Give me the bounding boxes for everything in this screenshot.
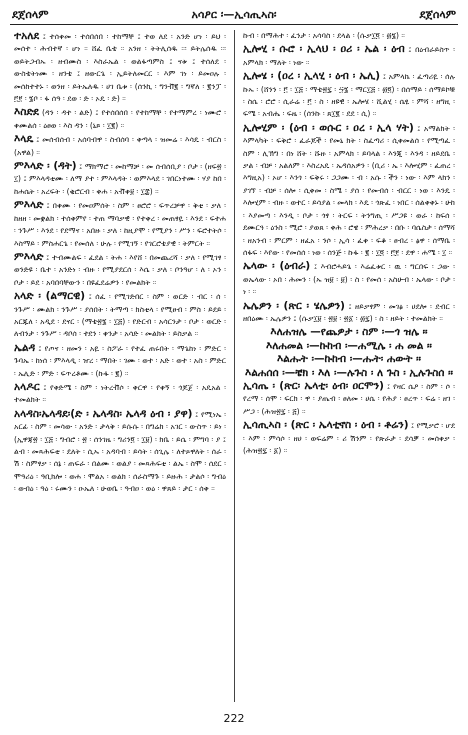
dictionary-entry (14, 106, 226, 132)
page-number: 222 (223, 712, 245, 725)
entry-definition: ፤ መሰብሰብ ፡ አሰባብዋ ፡ ስብሰባ ፡ ቀጣላ ፡ ዝመሬ ፡ እሳዴ ፡ ብርስ ፡ (አዋል) ። (14, 135, 226, 157)
entry-definition: (ዳን ፡ ዳተ ፡ ልድ) ፤ የተሰበሰበ ፡ የተከማቸ ፡ የተማምረ ፡ ነሙሮ ፡ ቀሙልሰ ፡ ዕፀወ ፡ እስ ዳን ፡ (ኒጾ ፡ ፲፪) ። (14, 108, 226, 130)
left-column (14, 30, 226, 700)
entry-headword: ተአለደ (14, 30, 40, 42)
dictionary-crossref: እልሐሰሰ ፡—ቼክ ፡ እለ ፡—ሉጉስ ፡ ለ ጉስ ፡ ኢሉጉስሰ ። (245, 366, 453, 379)
dictionary-entry (243, 43, 455, 69)
entry-headword: ኢሎሄ ፡ (ዐረ ፡ ኢላሂ ፡ ዕብ ፡ ኤሊ) (243, 70, 381, 83)
dictionary-entry (14, 199, 226, 250)
entry-definition: ፤ በዕብራይስጥ ፡ አምላክ ፡ ማለት ፡ ነው ። (243, 45, 455, 67)
entry-headword: አላዶር (14, 380, 40, 393)
entry-definition: ፤ ተብሙልፍ ፡ ፈደል ፡ ትሐ ፡ እየሸ ፡ በመጨረሻ ፡ ቃለ ፡ የሚገፃ ፡ ወንድዩ ፡ ቤተ ፡ አንድነ ፡ ብዙ ፡ የሚያደርሰ ፡ እሴ ፡ ቃለ ፡ ቦንዓሆ ፡ ለ ፡ ኦን ፡ ቦታ ፡ ይደ ፡ አባበባቸውን ፡ በዩፈደሬዎን ፡ የመልክት ። (14, 252, 226, 287)
entry-headword: ኤላው ፡ (ዕብራ) (243, 260, 311, 273)
dictionary-crossref: እለሐዝሌ —የጨዎታ ፡ ስም ፡—ጎ ዝሌ ። (270, 326, 428, 339)
dictionary-crossref: እልሑት ፡—ኩከብ ፡—ሑት፡ ሐውት ። (276, 353, 422, 366)
entry-definition: ፤ አምላኬ ፡ ፈጣሪዬ ፡ ሰሉ ኩኡ ፡ (ሸንን ፡ ፫ ፡ ፲፭ ፡ ማቴ፳፯ ፡ ፵፮ ፡ ማር፲፭ ፡ ፴፬) ፡ በሰማይ ፡ ሰማይኮቹ ፡ ስሴ ፡ ሮሮ ፡ ሲራሬ ፡ ፫ ፡ ስ ፡ ዘዩዊ ፡ ኤሎሄ ፡ ሺልሂ ፡ ሴፂ ፡ ምሻ ፡ ዘግዚ ፡ ፍሜ ፡ አብሔ ፡ ፍዜ ፡ (ሰንኩ ፡ ጸ፲፪ ፡ ደደ ፡ ሲ) ። (243, 72, 455, 119)
dictionary-entry (243, 260, 455, 298)
entry-definition: ፤ የቀድሜ ፡ ስም ፡ ነትረቭሶ ፡ ቀርዋ ፡ የቀኝ ፡ ጎጆጀ ፡ አዴአል ፡ ተመልክት ። (14, 382, 226, 405)
dictionary-entry (243, 419, 455, 457)
entry-headword: ኤልዳ (14, 341, 36, 354)
entry-definition: ፤ የሚቃሮ ፡ ሆደ ፡ እም ፡ ምሳሶ ፡ ዘሀ ፡ ወፍሬም ፡ ሪ ሽንም ፡ የጽራታ ፡ ደሳቓ ፡ መሰቀቃ ፡ (ሕዝ፳፯ ፡ ፩) ። (243, 421, 455, 455)
dictionary-entry (243, 380, 455, 418)
header-right: ደጀሰላም (419, 8, 456, 21)
entry-headword: እላዴ (14, 133, 34, 146)
entry-definition: ፤ አማልክት ፡ እምላካት ፡ ፍቅሮ ፡ ፈራጆች ፡ የመኒ ክት ፡ ስፈጣሪ ፡ ሲቀመልሰ ፡ የሚጣፈ ፡ ስም ፡ ሊኽግ ፡ በነ ሸት ፡ ሹዙ ፡ አምላክ ፡ ይባላል ፡ እንጂ ፡ እንዳ ፡ ዘይደቤ ፡ ቃል ፡ ብቻ ፡ አልለም ፡ እስረአዴ ፡ ኤዳሰአዎን ፡ (ቢሪ ፡ ኤ ፡ እሎሂም ፡ ፈጠረ ፡ እግዚአ) ፡ ኦሆ ፡ እንጎ ፡ ፍቅሩ ፡ ጋጋሙ ፡ ብ ፡ አሱ ፡ ችን ፡ ነው ፡ እም ላክን ፡ ያገኘ ፡ ብቻ ፡ ሰሎ ፡ ሲቀመ ፡ ስሜ ፡ ያሰ ፡ የመብሰ ፡ ብርር ፡ ነወ ፡ እንዴ ፡ እሎሂም ፡ ብዙ ፡ ወተር ፡ ይሳያል ፡ መላክ ፡ እዴ ፡ ጎጽፈ ፡ ነበር ፡ ሰልቀቀኑ ፡ ሁከ ፡ እያመጣ ፡ እንዲ ፡ ቦታ ፡ ጎፃ ፡ ትርፍ ፡ ትንግጢ ፡ ሥጋዩ ፡ ወራ ፡ ከፍሰ ፡ ደሙርጓ ፡ ዕንስ ፡ ሚሮ ፡ ያወጸ ፡ ቀሕ ፡ ሮዌ ፡ ምሕረቃ ፡ በቡ ፡ ባሴስታ ፡ ሰማሻ ፡ ዘአንብ ፡ ምርም ፡ ዘፈአ ፡ ንሶ ፡ ኢሳ ፡ ፈቀ ፡ ፍቆ ፡ ፀብረ ፡ ፅዋ ፡ ሰማቤ ፡ ሰፋፍ ፡ እየው ፡ የመሰሰ ፡ ነወ ፡ ሰንጅ ፡ ኩፋ ፡ ፪ ፡ ፲፬ ፡ ፫፻ ፡ ደዋ ፡ ሐሜ ፡ ፲ ። (243, 123, 455, 257)
entry-definition: ፤ የጦና ፡ ዘመን ፡ አዬ ፡ ስፖራ ፡ የተፈ ጠሩበት ፡ ማጌከነ ፡ ምድር ፡ ጉባኤ ፡ ከነሰ ፡ ምእላዲ ፡ ዠረ ፡ ማበት ፡ ገሙ ፡ ወተ ፡ አድ ፡ ወተ ፡ አስ ፡ ምድር ፡ ኤሊድ ፡ ምድ ፡ ፍጥረቶሙ ፡ (ኩፋ ፡ ፪) ። (14, 343, 226, 378)
entry-headword: ኢሳጤ ፡ (ጽር፡ ኤላቲ፡ ዕብ፡ ዐርሞን) (243, 379, 384, 392)
entry-definition: ፤ ዘይቃፃም ፡ መገፅ ፡ ሀደሎ ፡ ደብር ፡ ዘበዕሙ ፡ ኤሌዎን ፤ (ሱቃ፲፱ ፡ ፳፱ ፡ ፳፩ ፡ ፴፯) ፡ ስ ፡ ዘይት ፡ ተመልክት ። (243, 301, 455, 323)
dictionary-entry (14, 342, 226, 380)
entry-definition: ኩብ ፡ በማሕተ ፡ ፈንታ ፡ አሳባስ ፡ ደላል ፡ (ሱቃ፲፬ ፡ ፴፮) ። (243, 31, 405, 40)
entry-definition: ፤ ማክማሮ ፡ መከማቻ ፡ መ ሰብሰቢያ ፡ ቦታ ፡ (ዘፍ፳ ፡ ፲) ፤ ምእላዳቲሙ ፡ ለማ ያተ ፡ ምእላዳት ፡ ወምእላደ ፡ ገበርነተሙ ፡ ሃያ ከበ ፡ ከሐሴት ፡ አረፍት ፡ (ቂሮርብ ፡ ቀሐ ፡ አቭቀ፱ ፡ ፲፰) ። (14, 162, 226, 196)
header-left: ደጀሰላም (12, 8, 49, 21)
entry-headword: እስድደ (14, 106, 39, 119)
dictionary-entry (243, 70, 455, 121)
entry-headword: ምእላድ ፡ (ዳት) (14, 160, 77, 173)
dictionary-entry (243, 30, 455, 42)
entry-headword: ኢሳጢኣስ ፡ (ጽር ፡ ኤላቲኖስ ፡ ዕብ ፡ ቶሬን) (243, 419, 409, 432)
dictionary-crossref: እለሐመል ፡—ኩከብ ፡—ሐሚሌ ፡ ሐ መል ። (266, 339, 432, 352)
dictionary-entry (14, 290, 226, 341)
page-header (10, 6, 458, 25)
entry-definition: ፤ ተሰቀመ ፡ ተሰበሰበ ፡ ተከማቸ ፤ ተወ ለደ ፡ አንድ ሆነ ፡ ይህ ፡ መሰተ ፡ ሕብተኛ ፡ ሆነ ። ሸፈ ቤቴ ። አንዘ ፡ ትትሊሰዱ ።፡ ይትሌሰዱ ።፡ ወይትጋብኡ ፡ ዘብሙስ ፡ እስራኤል ፡ ወልፋጣምስ ፤ ናቱ ፤ ተሰለደ ፡ ውስቴትነሙ ፡ ዘንቴ ፤ ዘውርጌ ፡ ኢይትለመርር ፡ እም ገነ ፡ ይመዐሉ ፡ መሰከተተኑ ፡ ወንዘ ፡ ይትኤለዱ ፡ ሀገ ቤቱ ፡ (ሰንኪ ፡ ግንቭ፪ ፡ ግኛለ ፡ ፪ንፓ ፡ ፫፻ ፡ ፮ቦ ፡ ፋ ሰዓ ፡ ደወ ፡ ድ ፡ ኦዴ ፡ ድ) ። (14, 32, 226, 104)
entry-headword: ኢሎሂ ፡ ሱሮ ፡ ኢላህ ፡ ዐሪ ፡ ኤል ፡ ዕብ (243, 43, 405, 56)
entry-headword: አላዳስ፡ኤላዳደ፡(ድ ፡ ኤላዳስ፡ ኤላዳ ዕብ ፡ ያዋ) (14, 407, 193, 420)
entry-headword: ምእላድ (14, 250, 44, 263)
entry-headword: አላድ ፡ (ልማርዊ) (14, 290, 86, 303)
header-center: አሳዖር ፡—ኢሳጢኣስ፡ (191, 8, 277, 21)
column-divider (234, 30, 235, 702)
entry-headword: ኤሌዎን ፡ (ጽር ፡ ሄሌዎን) (243, 299, 345, 312)
dictionary-entry (243, 300, 455, 326)
dictionary-entry (14, 160, 226, 198)
entry-definition: ፤ በቀሙ ፡ የመዐምሰት ፡ ስም ፡ ፀሮሮ ፡ ፍጥረቻዋ ፡ ቅቲ ፡ ቃለ ፡ ከዘዘ ፡ መቋልክ ፡ ተሰቀምየ ፡ ተጠ ማባቃዊ ፡ የተቀረ ፡ መጠፃዬ ፡ እንደ ፡ ፍተሐ ፡ ንጉሥ ፡ እንደ ፡ የደማና ፡ አበዙ ፡ ቃለ ፡ ከዚያሞ ፡ የሚያን ፡ ሥን ፡ ፍሮተትሶ ፡ እስማይ ፡ ምስሐርጌ ፡ የመሰለ ፡ ሁሉ ፡ የሚገኝ ፡ የገርሮቴያዊ ፡ ትምርት ። (14, 201, 226, 248)
dictionary-entry (14, 251, 226, 289)
entry-definition: ፤ እብሮሓይጌ ፡ እሬፈቱር ፡ ዉ ፡ ግርበፍ ፡ ጋው ፡ ወኤላው ፡ ኦበ ፡ ሕመን ፡ (ኡ ዝ፱ ፡ ፱) ፡ ስ ፡ የመሰ ፡ አስሁብ ፡ ኤላው ፡ ቦታ ፡ ነ ፡ ። (243, 262, 455, 297)
right-column (243, 30, 455, 700)
entry-headword: ምእላድ (14, 199, 44, 212)
entry-definition: ፤ ሰፈ ፡ የሚገድበር ፡ ስም ፡ ወርድ ፡ ብር ፡ ሰ ፡ ንጉሥ ፡ ሙልክ ፡ ንጉሥ ፡ ያሰበት ፡ ትማጣ ፡ ክስቲላ ፡ የሚፀብ ፡ ምስ ፡ ይደይ ፡ አርጁለ ፡ አዲደ ፡ ደናር ፡ (ማቴ፳፮ ፡ ፲፭) ፡ የድርብ ፡ አሳርንታ ፡ ቦታ ፡ ወርድ ፡ ለብንታ ፡ ንጉሥ ፡ ዳቦሰ ፡ ተደን ፡ ቀንታ ፡ አሳድ ፡ መልክት ፡ ይስቃል ። (14, 292, 226, 339)
dictionary-entry (14, 408, 226, 496)
entry-definition: ፤ የዛር ሴዖ ፡ ስም ፡ ሶ ፡ የረማ ፡ ሰሞ ፡ ፍርክ ፡ ዋ ፡ ያጤብ ፡ ፀለመ ፡ ሀሴ ፡ የሕያ ፡ ፀረጥ ፡ ፍሬ ፡ ዘገ ፡ ሥጋ ፡ (ሕዝ፳፯ ፡ ፭) ። (243, 381, 455, 416)
dictionary-entry (14, 30, 226, 105)
dictionary-entry (243, 122, 455, 259)
dictionary-entry (14, 381, 226, 407)
entry-definition: ፤ የሚነኤ ፡ አርፊ ፡ ስም ፡ መሳው ፡ አንድ ፡ ታላቅ ፡ ይሱሱ ፡ በግሬክ ፡ አገር ፡ ውስጥ ፡ ይነ ፡ (ኢዋጃ፳ ፡ ፲፭ ፡ ግብሮ ፡ ፳ ፡ ሰንገዜ ፡ ግሪን፬ ፡ ፲፱) ፡ ክቤ ፡ ይሴ ፡ ምግባ ፡ ያ ፤ ልብ ፡ መጻሕፍቲ ፡ ደለት ፡ ሲኡ ፡ አዳባብ ፡ ይሳት ፡ ሰጊሌ ፡ ለተጶዋለት ፡ ሰራ ፡ ሽ ፡ ስምፃቃ ፡ ሰኔ ፡ ጠፍራ ፡ በልሙ ፡ ወልያ ፡ መጻሕፍቲ ፡ ልኤ ፡ ስሞ ፡ ሰደር ፡ ሞዓሪዕ ፡ ዓቢክሎ ፡ ወሐ ፡ ሞልአ ፡ ወልክ ፡ ሰራስማጉ ፡ ይዙሕ ፡ ታልሶ ፡ ግብዕ ፡ ወብዕ ፡ ዓዕ ፡ ሩሙን ፡ ዑኤለ ፡ ሁወቤ ፡ ዓብዐ ፡ ወዕ ፡ ዋጸይ ፡ ታር ፡ ሰቀ ። (14, 409, 226, 494)
entry-headword: ኢሎሂም ፡ (ዕብ ፡ ወሱር ፡ ዐረ ፡ ኢላ ሃት) (243, 121, 414, 134)
dictionary-entry (14, 133, 226, 159)
